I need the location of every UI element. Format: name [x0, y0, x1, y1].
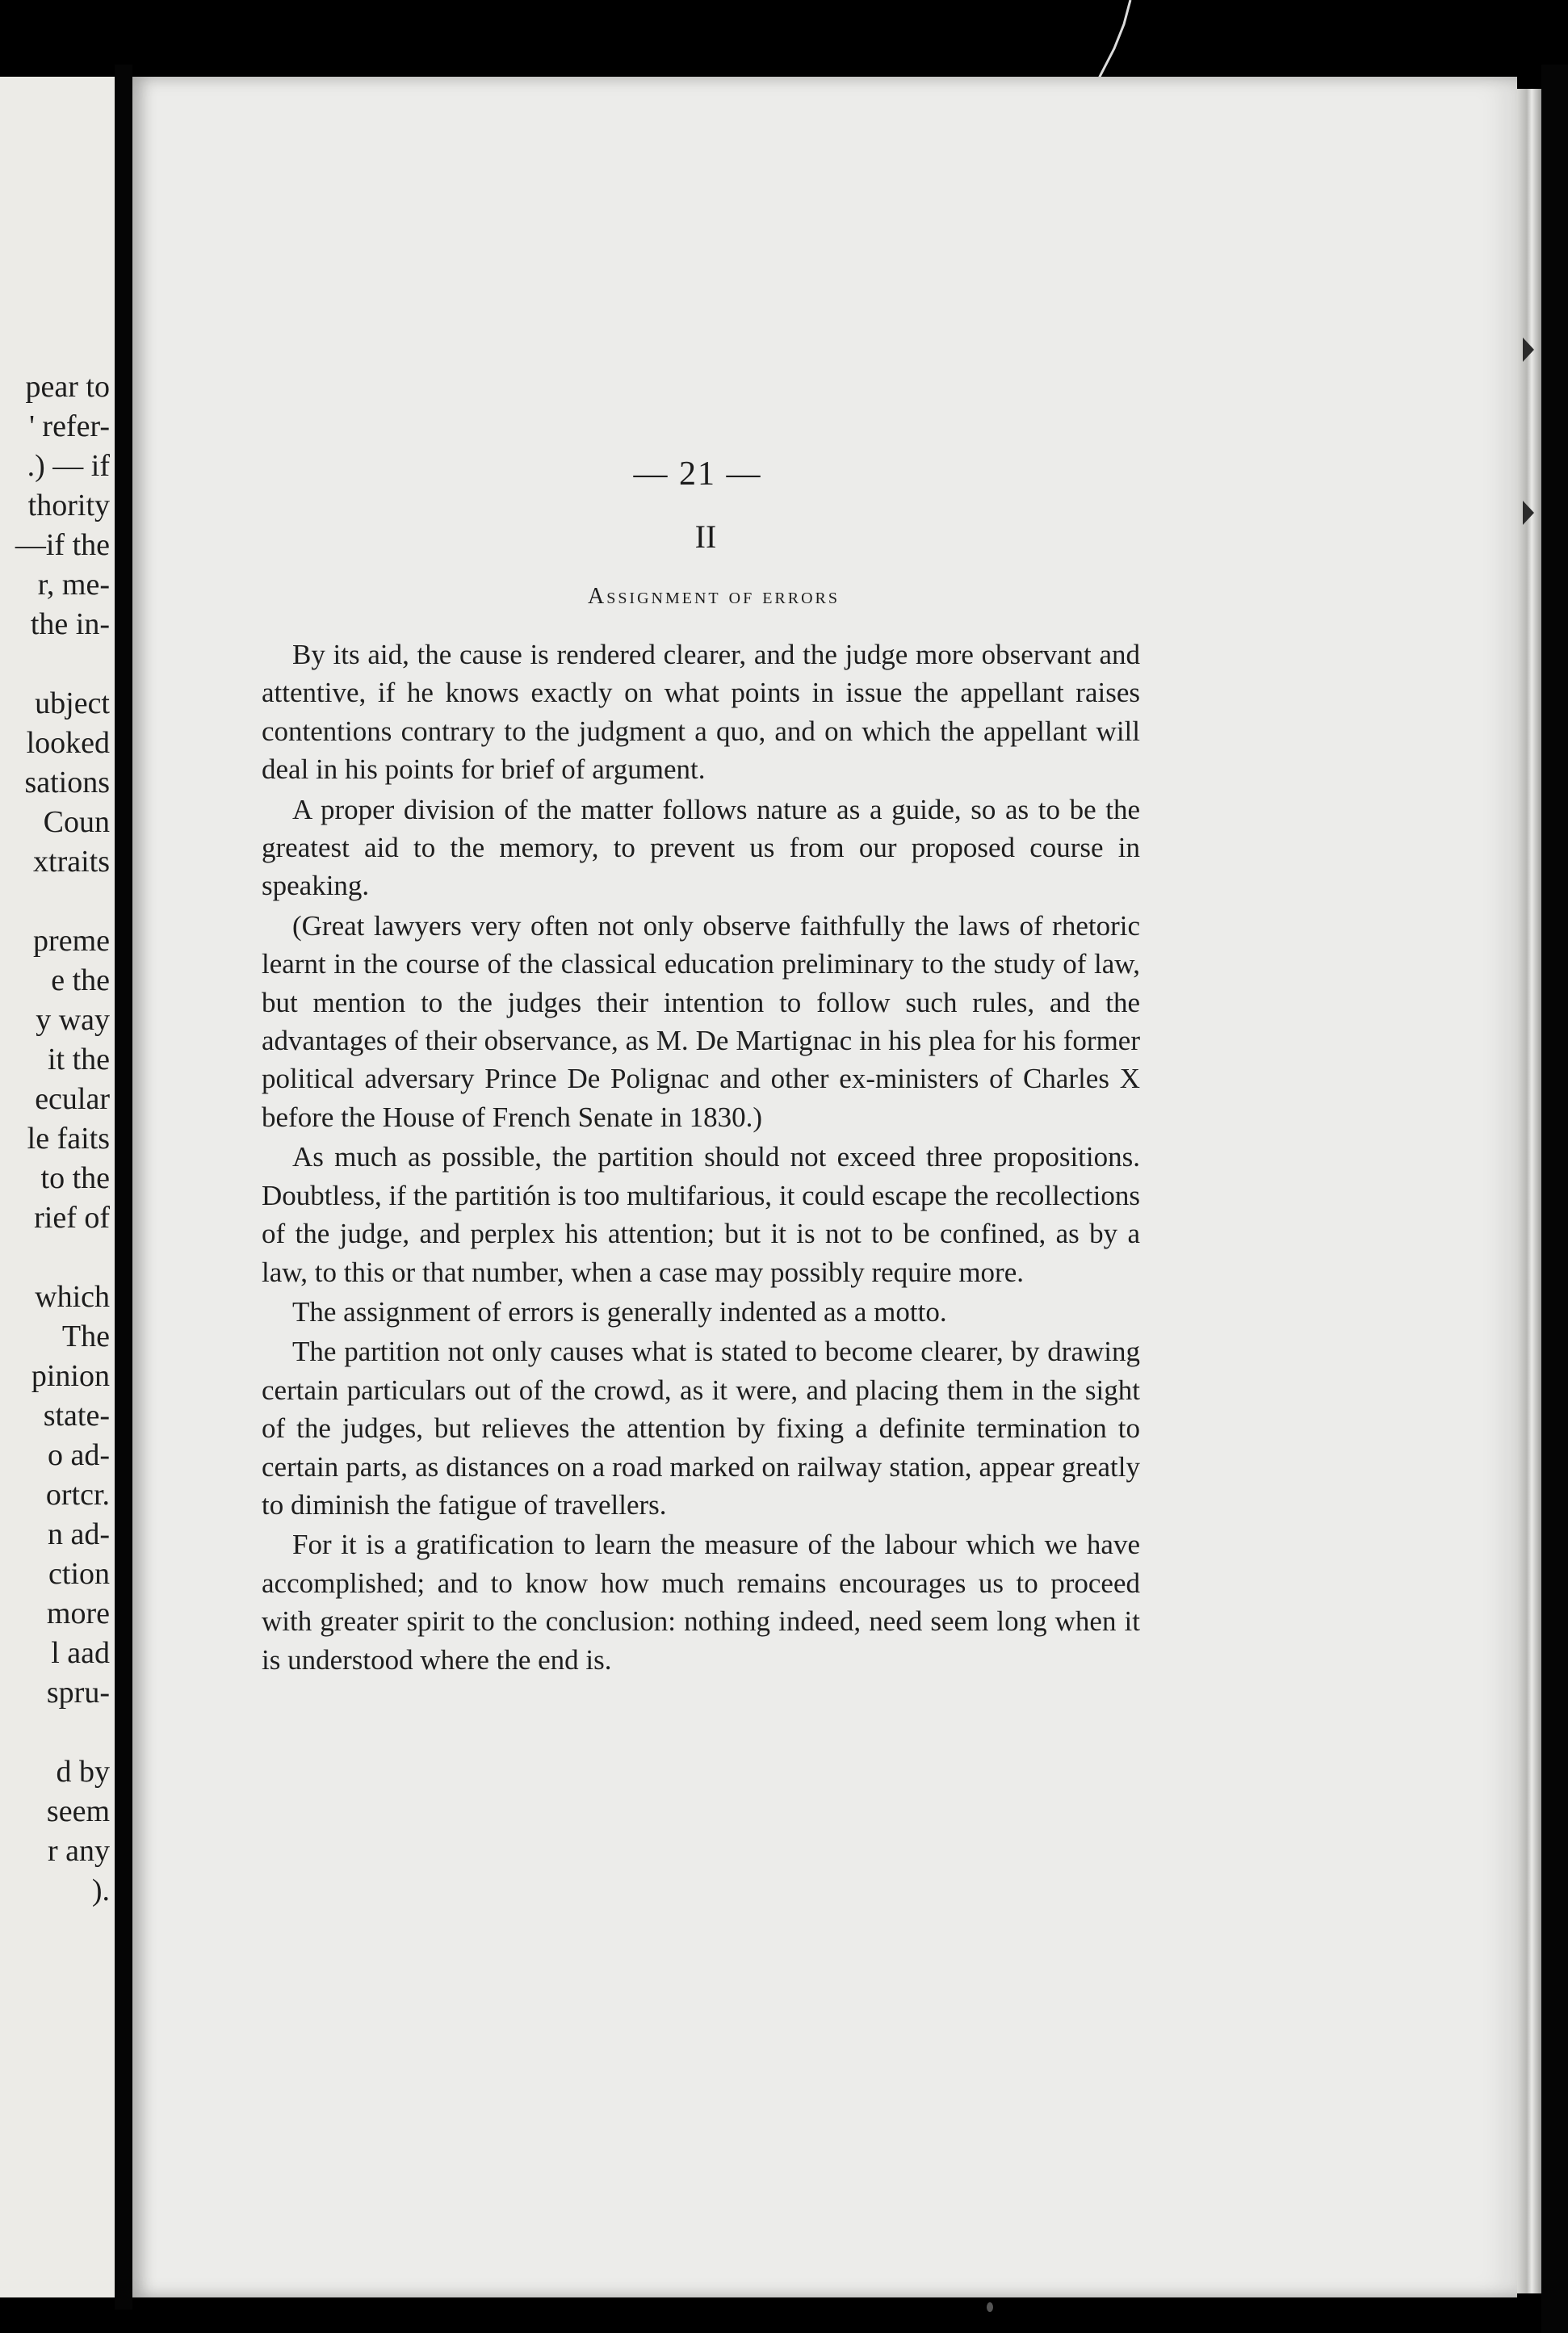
facing-page-line: rief of: [34, 1201, 110, 1235]
facing-page-line: ortcr.: [45, 1478, 110, 1512]
page-edge: [1517, 89, 1541, 2293]
facing-page-line: to the: [40, 1161, 110, 1195]
body-text: [262, 636, 1140, 1679]
facing-page-line: it the: [47, 1043, 110, 1076]
paragraph: (Great lawyers very often not only observe faithfully the laws of rhetoric learnt in the course of the classical education preliminary to the study of law, but mention to the judges their intention to follow such rules, and the advantages of their observance, as M. De Martignac in his plea for his former political adversary Prince De Polignac and other ex-ministers of Charles X before the House of French Senate in 1830.): [262, 909, 1140, 1133]
facing-page-line: thority: [27, 489, 110, 522]
facing-page-line: The: [61, 1320, 110, 1353]
page-number: — 21 —: [633, 455, 762, 493]
facing-page-line: spru-: [46, 1676, 110, 1710]
paragraph: A proper division of the matter follows nature as a guide, so as to be the greatest aid to the memory, to prevent us from our proposed course in speaking.: [262, 793, 1140, 902]
paragraph: By its aid, the cause is rendered clearer, and the judge more observant and attentive, if he knows exactly on what points in issue the appellant raises contentions contrary to the judgment a quo, and on which the appellant will deal in his points for brief of argument.: [262, 639, 1140, 786]
book-page: [132, 77, 1517, 2297]
facing-page-line: the in-: [30, 607, 110, 641]
section-title: Assignment of errors: [587, 584, 841, 609]
facing-page-line: r, me-: [37, 568, 110, 602]
facing-page-line: Coun: [43, 805, 110, 839]
facing-page-line: —if the: [15, 528, 110, 562]
facing-page-line: xtraits: [33, 845, 110, 879]
paragraph: The assignment of errors is generally indented as a motto.: [292, 1295, 947, 1328]
facing-page-line: d by: [56, 1755, 110, 1789]
facing-page-line: ction: [48, 1557, 110, 1591]
facing-page-line: sations: [24, 766, 110, 799]
facing-page-line: seem: [46, 1794, 110, 1828]
facing-page-line: .) — if: [27, 449, 110, 483]
facing-page-line: l aad: [51, 1636, 110, 1670]
facing-page-line: which: [35, 1280, 110, 1314]
facing-page-line: y way: [36, 1003, 110, 1037]
facing-page-line: ubject: [35, 686, 110, 720]
paragraph: For it is a gratification to learn the measure of the labour which we have accomplished; and to know how much remains encourages us to proceed with greater spirit to the conclusion: nothing indeed, need seem long when it is understood where the end is.: [262, 1529, 1140, 1676]
facing-page-line: preme: [33, 924, 110, 958]
facing-page-line: e the: [51, 963, 110, 997]
facing-page-line: n ad-: [47, 1517, 110, 1551]
facing-page-fragment: [0, 77, 115, 2297]
facing-page-line: ).: [91, 1874, 110, 1907]
facing-page-line: r any: [47, 1834, 110, 1868]
scratch-mark: [1082, 0, 1138, 89]
page-gutter: [115, 65, 132, 2310]
facing-page-line: state-: [43, 1399, 110, 1433]
facing-page-line: ecular: [35, 1082, 110, 1116]
facing-page-line: more: [46, 1597, 110, 1630]
paragraph: As much as possible, the partition should not exceed three propositions. Doubtless, if the partitión is too multifarious, it could escape the recollections of the judge, and perplex his attention; but it is not to be confined, as by a law, to this or that number, when a case may possibly require more.: [262, 1141, 1140, 1288]
facing-page-line: looked: [26, 726, 110, 760]
scan-border: [1541, 65, 1568, 2333]
section-numeral: II: [694, 518, 717, 555]
ink-speck: [987, 2302, 993, 2312]
facing-page-line: pear to: [25, 370, 110, 404]
facing-page-line: o ad-: [47, 1438, 110, 1472]
facing-page-line: ' refer-: [29, 409, 110, 443]
paragraph: The partition not only causes what is stated to become clearer, by drawing certain particulars out of the crowd, as it were, and placing them in the sight of the judges, but relieves the attention by fixing a definite termination to certain parts, as distances on a road marked on railway station, appear greatly to diminish the fatigue of travellers.: [262, 1336, 1140, 1521]
facing-page-line: pinion: [31, 1359, 110, 1393]
facing-page-line: le faits: [27, 1122, 110, 1156]
